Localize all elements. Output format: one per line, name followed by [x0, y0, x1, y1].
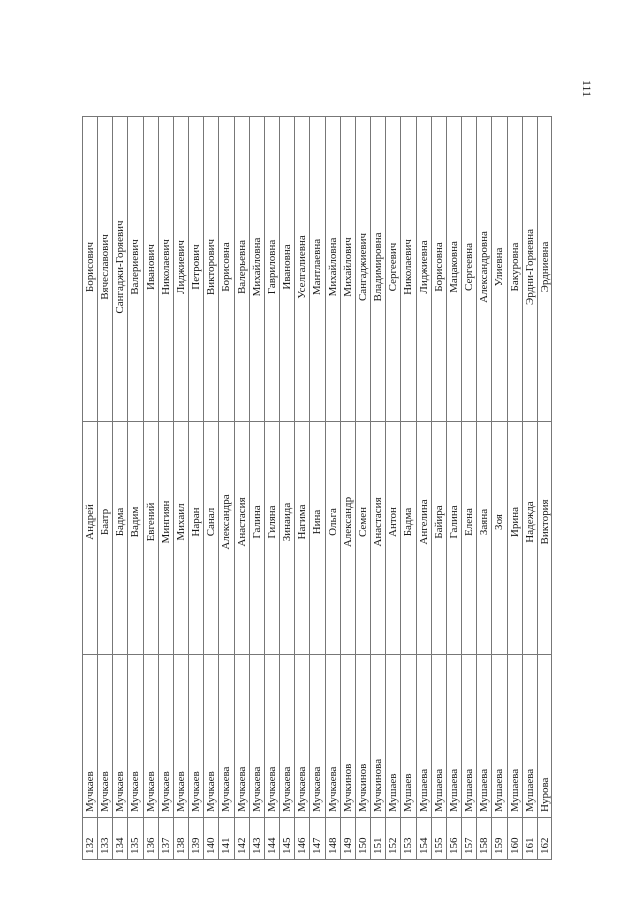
row-number: 159 [493, 837, 506, 854]
table-row [97, 116, 112, 860]
first-name-cell: Александр [341, 496, 354, 548]
row-number: 136 [144, 837, 157, 854]
first-name-cell: Анастасия [235, 497, 248, 547]
table-row [400, 116, 415, 860]
row-number: 157 [463, 837, 476, 854]
patronymic-cell: Иванович [144, 244, 157, 290]
patronymic-cell: Михайловна [326, 237, 339, 297]
column-divider [82, 654, 552, 655]
row-number: 135 [129, 837, 142, 854]
last-name-cell: Мушаева [463, 768, 476, 812]
patronymic-cell: Сергеевна [463, 243, 476, 291]
row-number: 134 [114, 837, 127, 854]
first-name-cell: Наран [190, 507, 203, 537]
row-number: 150 [356, 837, 369, 854]
table-row [522, 116, 537, 860]
row-number: 132 [84, 837, 96, 854]
last-name-cell: Мучкаев [114, 771, 127, 812]
patronymic-cell: Николаевич [402, 239, 415, 295]
patronymic-cell: Сергеевич [387, 242, 400, 292]
first-name-cell: Анастасия [372, 497, 385, 547]
last-name-cell: Мучкаев [84, 771, 96, 812]
row-number: 137 [159, 837, 172, 854]
patronymic-cell: Мацаковна [447, 241, 460, 293]
names-table-rotated-content [82, 116, 552, 860]
table-row [264, 116, 279, 860]
table-row [476, 116, 491, 860]
last-name-cell: Мушаева [478, 768, 491, 812]
table-row [385, 116, 400, 860]
table-row [355, 116, 370, 860]
row-number: 160 [508, 837, 521, 854]
last-name-cell: Мучкаев [174, 771, 187, 812]
table-row [127, 116, 142, 860]
last-name-cell: Мучкаев [159, 771, 172, 812]
table-row [158, 116, 173, 860]
patronymic-cell: Борисович [84, 241, 96, 293]
patronymic-cell: Владимировна [372, 232, 385, 302]
patronymic-cell: Валерьевна [235, 239, 248, 295]
last-name-cell: Мучкаева [250, 766, 263, 812]
last-name-cell: Мучкаев [190, 771, 203, 812]
table-row [249, 116, 264, 860]
column-divider [82, 859, 552, 860]
patronymic-cell: Александровна [478, 231, 491, 303]
last-name-cell: Мушаев [402, 773, 415, 812]
row-number: 145 [281, 837, 294, 854]
row-number: 161 [523, 837, 536, 854]
patronymic-cell: Сангаджиевич [356, 232, 369, 302]
table-row [173, 116, 188, 860]
last-name-cell: Мучкаев [99, 771, 112, 812]
row-number: 143 [250, 837, 263, 854]
last-name-cell: Мушаева [508, 768, 521, 812]
patronymic-cell: Вячеславович [99, 234, 112, 300]
first-name-cell: Семен [356, 506, 369, 538]
names-table [82, 116, 552, 860]
first-name-cell: Зоя [493, 514, 506, 530]
page-number: 111 [580, 80, 594, 98]
last-name-cell: Мучкинова [372, 758, 385, 812]
table-row [309, 116, 324, 860]
table-row [340, 116, 355, 860]
table-row [112, 116, 127, 860]
row-number: 156 [447, 837, 460, 854]
row-number: 142 [235, 837, 248, 854]
table-row [491, 116, 506, 860]
row-number: 151 [372, 837, 385, 854]
patronymic-cell: Улиевна [493, 247, 506, 287]
patronymic-cell: Борисовна [220, 242, 233, 292]
table-row [294, 116, 309, 860]
first-name-cell: Бадма [402, 507, 415, 537]
last-name-cell: Мушаева [493, 768, 506, 812]
table-row [203, 116, 218, 860]
first-name-cell: Андрей [84, 504, 96, 540]
patronymic-cell: Борисовна [432, 242, 445, 292]
last-name-cell: Мушаева [523, 768, 536, 812]
patronymic-cell: Эрдни-Горяевна [523, 229, 536, 305]
last-name-cell: Мучкаев [205, 771, 218, 812]
last-name-cell: Мушаев [387, 773, 400, 812]
last-name-cell: Мушаева [417, 768, 430, 812]
last-name-cell: Мучкинов [341, 763, 354, 812]
patronymic-cell: Сангаджи-Горяевич [114, 220, 127, 314]
row-number: 162 [538, 837, 551, 854]
row-number: 148 [326, 837, 339, 854]
first-name-cell: Вадим [129, 506, 142, 538]
table-row [143, 116, 158, 860]
patronymic-cell: Ивановна [281, 244, 294, 290]
first-name-cell: Санал [205, 507, 218, 537]
patronymic-cell: Эрдниевна [538, 241, 551, 293]
first-name-cell: Александра [220, 494, 233, 550]
table-row [325, 116, 340, 860]
first-name-cell: Гиляна [265, 505, 278, 539]
patronymic-cell: Уселгалиевна [296, 235, 309, 299]
row-number: 133 [99, 837, 112, 854]
first-name-cell: Баатр [99, 508, 112, 536]
patronymic-cell: Михайлович [341, 237, 354, 297]
last-name-cell: Мучкаева [281, 766, 294, 812]
last-name-cell: Мучкаева [220, 766, 233, 812]
table-row [279, 116, 294, 860]
first-name-cell: Бадма [114, 507, 127, 537]
first-name-cell: Евгений [144, 502, 157, 542]
first-name-cell: Байира [432, 505, 445, 539]
first-name-cell: Заяна [478, 508, 491, 536]
first-name-cell: Надежда [523, 501, 536, 543]
row-number: 153 [402, 837, 415, 854]
first-name-cell: Ирина [508, 506, 521, 538]
first-name-cell: Галина [250, 505, 263, 539]
first-name-cell: Михаил [174, 503, 187, 541]
column-divider [82, 116, 552, 117]
first-name-cell: Антон [387, 507, 400, 537]
patronymic-cell: Николаевич [159, 239, 172, 295]
row-number: 154 [417, 837, 430, 854]
row-number: 146 [296, 837, 309, 854]
row-number: 138 [174, 837, 187, 854]
first-name-cell: Нина [311, 509, 324, 535]
first-name-cell: Ольга [326, 508, 339, 536]
table-row [234, 116, 249, 860]
row-number: 140 [205, 837, 218, 854]
first-name-cell: Галина [447, 505, 460, 539]
row-number: 139 [190, 837, 203, 854]
table-row [82, 116, 97, 860]
patronymic-cell: Викторович [205, 238, 218, 296]
last-name-cell: Нурова [538, 777, 551, 812]
column-divider [82, 421, 552, 422]
first-name-cell: Зинаида [281, 502, 294, 542]
row-number: 152 [387, 837, 400, 854]
table-row [461, 116, 476, 860]
table-row [416, 116, 431, 860]
patronymic-cell: Валериевич [129, 239, 142, 295]
table-row [218, 116, 233, 860]
last-name-cell: Мучкаев [144, 771, 157, 812]
first-name-cell: Нагима [296, 504, 309, 540]
last-name-cell: Мушаева [432, 768, 445, 812]
last-name-cell: Мучкаева [326, 766, 339, 812]
first-name-cell: Елена [463, 508, 476, 536]
patronymic-cell: Петрович [190, 244, 203, 290]
patronymic-cell: Гавриловна [265, 239, 278, 295]
row-number: 155 [432, 837, 445, 854]
row-number: 149 [341, 837, 354, 854]
row-number: 158 [478, 837, 491, 854]
patronymic-cell: Бакуровна [508, 242, 521, 292]
patronymic-cell: Лиджиевна [417, 240, 430, 294]
patronymic-cell: Лиджиевич [174, 240, 187, 294]
patronymic-cell: Мантлаевна [311, 238, 324, 296]
first-name-cell: Мингиян [159, 500, 172, 544]
table-row [537, 116, 552, 860]
table-row [188, 116, 203, 860]
last-name-cell: Мушаева [447, 768, 460, 812]
last-name-cell: Мучкаева [311, 766, 324, 812]
last-name-cell: Мучкаева [235, 766, 248, 812]
table-row [370, 116, 385, 860]
row-number: 144 [265, 837, 278, 854]
last-name-cell: Мучкаева [265, 766, 278, 812]
row-number: 141 [220, 837, 233, 854]
column-divider [82, 817, 552, 818]
table-row [446, 116, 461, 860]
first-name-cell: Ангелина [417, 499, 430, 545]
table-row [507, 116, 522, 860]
patronymic-cell: Михайловна [250, 237, 263, 297]
last-name-cell: Мучкаев [129, 771, 142, 812]
last-name-cell: Мучкинов [356, 763, 369, 812]
last-name-cell: Мучкаева [296, 766, 309, 812]
table-row [431, 116, 446, 860]
first-name-cell: Виктория [538, 499, 551, 545]
row-number: 147 [311, 837, 324, 854]
